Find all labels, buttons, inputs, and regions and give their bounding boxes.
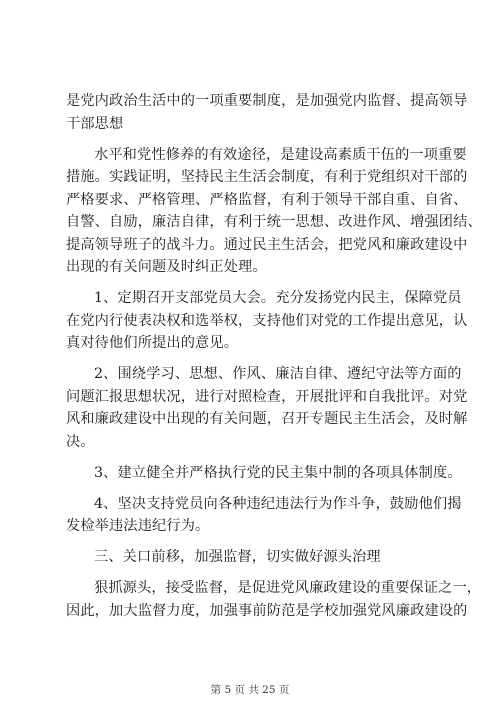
paragraph-gap — [66, 279, 446, 288]
paragraph-gap — [66, 484, 446, 493]
text-line: 2、围绕学习、思想、作风、廉洁自律、遵纪守法等方面的 — [94, 366, 462, 382]
text-line: 出现的有关问题及时纠正处理。 — [66, 259, 267, 275]
page-footer: 第 5 页 共 25 页 — [210, 684, 290, 696]
paragraph-gap — [66, 569, 446, 578]
paragraph-gap — [66, 355, 446, 364]
text-line: 严格要求、严格管理、严格监督，有利于领导干部自重、自省、 — [66, 191, 468, 208]
paragraph-gap — [66, 538, 446, 547]
text-line: 狠抓源头，接受监督，是促进党风廉政建设的重要保证之一， — [94, 580, 482, 596]
text-line: 3、建立健全并严格执行党的民主集中制的各项具体制度。 — [94, 464, 462, 481]
document-body — [66, 90, 482, 622]
text-line: 提高领导班子的战斗力。通过民主生活会，把党风和廉政建设中 — [66, 236, 468, 253]
text-line: 在党内行使表决权和选举权，支持他们对党的工作提出意见，认 — [66, 312, 468, 329]
text-line: 因此，加大监督力度，加强事前防范是学校加强党风廉政建设的 — [66, 602, 468, 619]
text-line: 自警、自励，廉洁自律，有利于统一思想、改进作风、增强团结、 — [66, 214, 482, 230]
paragraph-gap — [66, 135, 446, 144]
text-line: 1、定期召开支部党员大会。充分发扬党内民主，保障党员 — [94, 290, 462, 306]
text-line: 决。 — [66, 433, 95, 450]
text-line: 问题汇报思想状况，进行对照检查，开展批评和自我批评。对党 — [66, 388, 468, 405]
text-line: 真对待他们所提出的意见。 — [66, 335, 239, 351]
text-line: 4、坚决支持党员向各种违纪违法行为作斗争，鼓励他们揭 — [94, 495, 462, 512]
paragraph-gap — [66, 453, 446, 462]
text-line: 是党内政治生活中的一项重要制度，是加强党内监督、提高领导 — [66, 93, 468, 109]
text-line: 发检举违法违纪行为。 — [66, 518, 210, 534]
text-line: 措施。实践证明，坚持民主生活会制度，有利于党组织对干部的 — [66, 169, 468, 185]
text-line: 三、关口前移，加强监督，切实做好源头治理 — [94, 549, 381, 565]
text-line: 风和廉政建设中出现的有关问题，召开专题民主生活会，及时解 — [66, 411, 468, 427]
text-line: 水平和党性修养的有效途径，是建设高素质干伍的一项重要 — [94, 146, 467, 163]
text-line: 干部思想 — [66, 115, 124, 132]
